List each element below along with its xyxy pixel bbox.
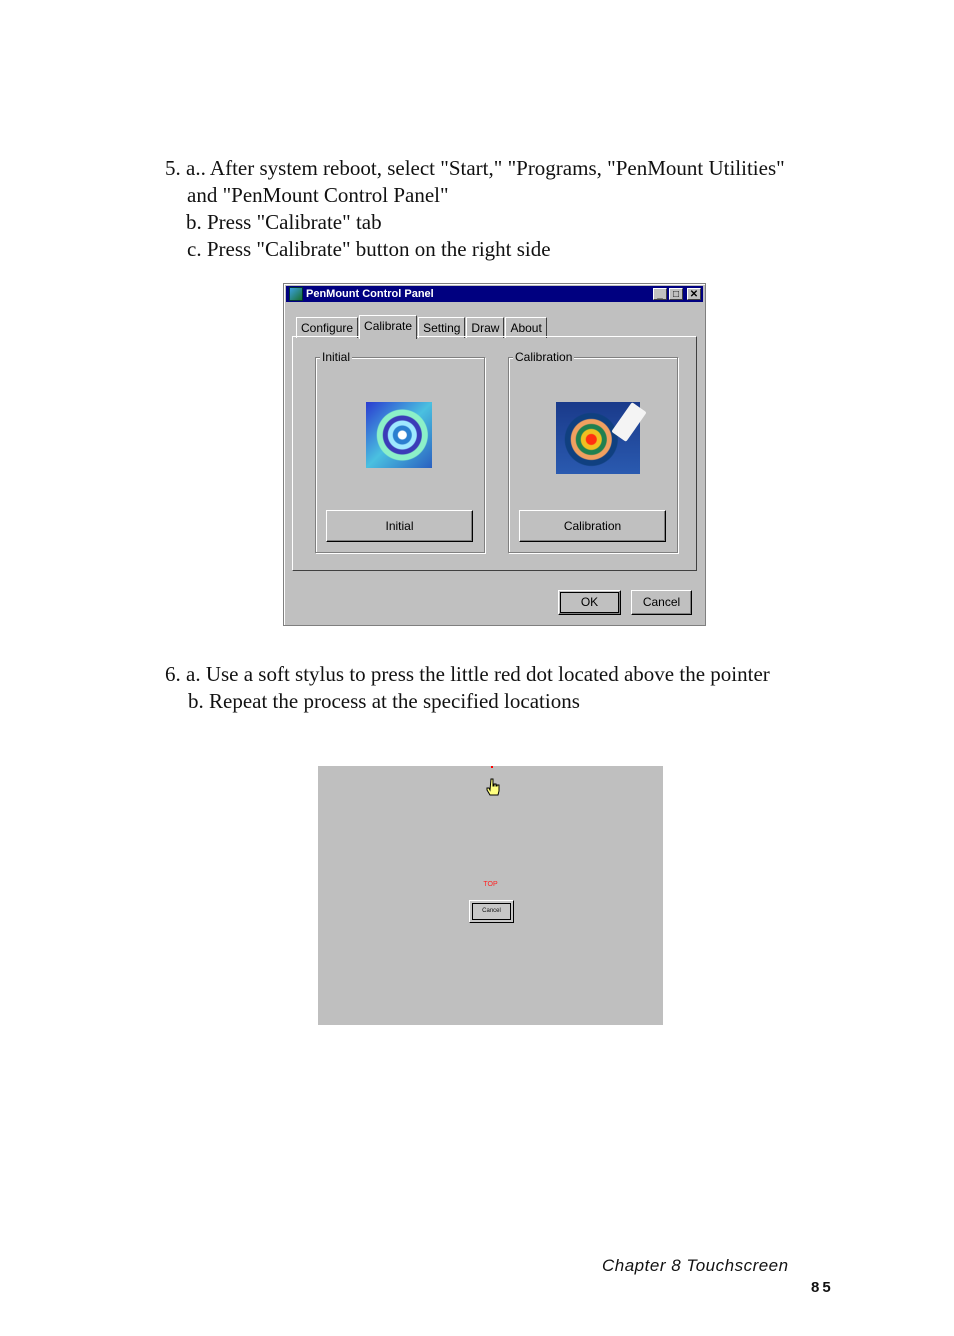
tab-setting[interactable]: Setting	[418, 317, 465, 338]
step-6-line-b: b. Repeat the process at the specified locations	[188, 689, 580, 713]
maximize-icon[interactable]: □	[669, 288, 683, 300]
tab-strip	[296, 316, 548, 338]
calibration-group-label: Calibration	[515, 350, 573, 364]
chapter-footer: Chapter 8 Touchscreen	[602, 1256, 789, 1275]
minimize-icon[interactable]: _	[653, 288, 667, 300]
page-number: 85	[811, 1279, 834, 1296]
calibration-target-icon	[556, 402, 640, 474]
calibration-group	[508, 350, 678, 553]
penmount-app-icon	[289, 287, 303, 301]
ok-button[interactable]: OK	[558, 590, 621, 615]
tab-about[interactable]: About	[505, 317, 546, 338]
tab-draw[interactable]: Draw	[466, 317, 504, 338]
window-title: PenMount Control Panel	[306, 288, 434, 300]
calibration-target-dot[interactable]	[491, 766, 493, 768]
close-icon[interactable]: ✕	[687, 288, 701, 300]
penmount-control-panel-window	[283, 283, 706, 626]
pointer-hand-icon	[486, 778, 500, 796]
step-5-line-a: 5. a.. After system reboot, select "Start," "Programs, "PenMount Utilities"	[165, 156, 785, 180]
calibration-button[interactable]: Calibration	[519, 510, 666, 542]
title-bar[interactable]	[286, 286, 703, 302]
calibration-cancel-button[interactable]: Cancel	[469, 900, 514, 923]
step-5-instructions	[165, 155, 785, 263]
initial-group-label: Initial	[322, 350, 351, 364]
step-6-instructions	[165, 661, 770, 715]
calibration-screen	[318, 766, 663, 1025]
step-5-line-b: b. Press "Calibrate" tab	[186, 210, 382, 234]
stylus-icon	[611, 402, 646, 442]
tab-configure[interactable]: Configure	[296, 317, 358, 338]
initial-button[interactable]: Initial	[326, 510, 473, 542]
cancel-button[interactable]: Cancel	[631, 590, 692, 615]
swirl-icon	[366, 402, 432, 468]
tab-calibrate[interactable]: Calibrate	[359, 315, 417, 339]
step-5-line-c: c. Press "Calibrate" button on the right side	[187, 237, 551, 261]
step-6-line-a: 6. a. Use a soft stylus to press the little red dot located above the pointer	[165, 662, 770, 686]
calibrate-tab-panel	[292, 336, 697, 571]
step-5-line-a-cont: and "PenMount Control Panel"	[187, 183, 449, 207]
initial-group	[315, 350, 485, 553]
calibration-position-label: TOP	[483, 881, 498, 888]
